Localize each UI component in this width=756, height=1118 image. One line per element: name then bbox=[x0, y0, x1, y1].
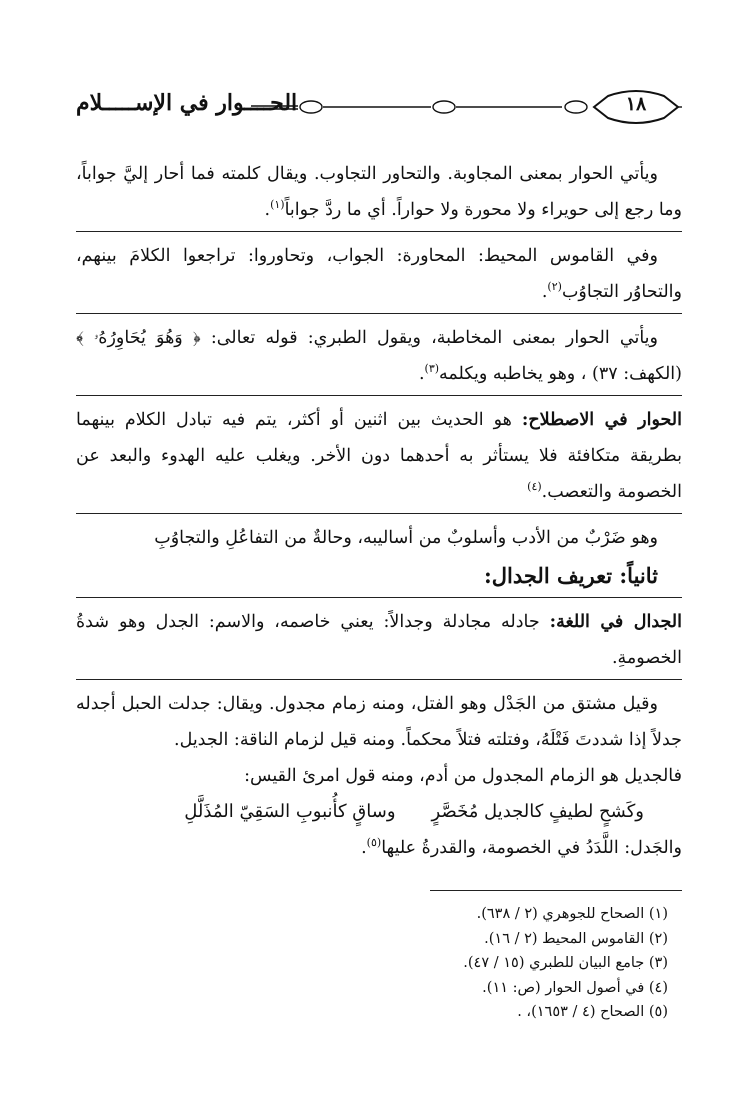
poetry-verse bbox=[76, 794, 644, 830]
paragraph-text: وفي القاموس المحيط: المحاورة: الجواب، وتحاوروا: تراجعوا الكلامَ بينهم، والتحاوُر التجاوُب bbox=[76, 246, 682, 302]
footnote-separator bbox=[430, 890, 682, 891]
paragraph: والجَدل: اللَّدَدُ في الخصومة، والقدرةُ عليها$^{(٥)}$. bbox=[361, 836, 682, 858]
paragraph: ويأتي الحوار بمعنى المخاطبة، ويقول الطبري: قوله تعالى: ﴿ وَهُوَ يُحَاوِرُهُۥ ﴾ (الكهف: ٣٧) ، وهو يخاطبه ويكلمه$^{(٣)}$. bbox=[76, 328, 682, 384]
footnote-ref: (٤) bbox=[527, 480, 542, 494]
paragraph-text: جادله مجادلة وجدالاً: يعني خاصمه، والاسم: الجدل وهو شدةُ الخصومةِ. bbox=[76, 612, 682, 668]
section-heading: ثانياً: تعريف الجدال: bbox=[484, 563, 658, 588]
page-number: ١٨ bbox=[625, 93, 647, 115]
divider bbox=[76, 679, 682, 680]
divider bbox=[76, 231, 682, 232]
paragraph-text: ويأتي الحوار بمعنى المجاوبة. والتحاور التجاوب. ويقال كلمته فما أحار إليَّ جواباً، وما رجع إلى حويراء ولا محورة ولا حواراً. أي ما ردَّ جواباً bbox=[76, 164, 682, 220]
term-heading: الجدال في اللغة: bbox=[549, 612, 683, 632]
paragraph: فالجديل هو الزمام المجدول من أدم، ومنه قول امرئ القيس: bbox=[244, 766, 682, 786]
paragraph: وفي القاموس المحيط: المحاورة: الجواب، وتحاوروا: تراجعوا الكلامَ بينهم، والتحاوُر التجاوُب$^{(٢)}$. bbox=[76, 246, 682, 302]
footnote-ref: (٥) bbox=[366, 836, 382, 850]
paragraph-text: (الكهف: ٣٧) ، وهو يخاطبه ويكلمه bbox=[439, 364, 682, 384]
paragraph-text: هو الحديث بين اثنين أو أكثر، يتم فيه تبادل الكلام بينهما بطريقة متكافئة فلا يستأثر به أحدهما دون الأخر. ويغلب عليه الهدوء والبعد عن الخصومة والتعصب. bbox=[76, 410, 682, 502]
verse-hemistich: وساقٍ كأُنبوبِ السَقِيّ المُذَلَّلِ bbox=[184, 801, 396, 822]
divider bbox=[76, 395, 682, 396]
footnote-ref: (٢) bbox=[547, 280, 562, 294]
footnote-ref: (١) bbox=[270, 198, 285, 212]
footnote: (٤) في أصول الحوار (ص: ١١). bbox=[482, 979, 668, 996]
main-text bbox=[76, 156, 682, 866]
paragraph bbox=[76, 402, 682, 510]
running-title: الحــــوار في الإســـــلام bbox=[76, 90, 298, 116]
paragraph-text: ويأتي الحوار بمعنى المخاطبة، ويقول الطبري: قوله تعالى: ﴿ وَهُوَ يُحَاوِرُهُۥ ﴾ bbox=[76, 328, 658, 348]
footnote: (٥) الصحاح (٤ / ١٦٥٣)، . bbox=[517, 1004, 668, 1020]
divider bbox=[76, 597, 682, 598]
footnotes bbox=[76, 902, 682, 1025]
verse-hemistich: وكَشحٍ لطيفٍ كالجديل مُخَصَّرٍ bbox=[431, 801, 644, 822]
footnote: (٢) القاموس المحيط (٢ / ١٦). bbox=[484, 930, 668, 947]
paragraph: وهو ضَرْبٌ من الأدب وأسلوبٌ من أساليبه، وحالةٌ من التفاعُلِ والتجاوُبِ bbox=[154, 528, 658, 548]
footnote-ref: (٣) bbox=[424, 362, 440, 376]
divider bbox=[76, 313, 682, 314]
footnote: (٣) جامع البيان للطبري (١٥ / ٤٧). bbox=[463, 955, 668, 971]
page-header bbox=[76, 84, 682, 128]
paragraph-text: والجَدل: اللَّدَدُ في الخصومة، والقدرةُ عليها bbox=[381, 838, 682, 858]
footnote: (١) الصحاح للجوهري (٢ / ٦٣٨). bbox=[476, 906, 668, 922]
divider bbox=[76, 513, 682, 514]
paragraph: وقيل مشتق من الجَدْل وهو الفتل، ومنه زمام مجدول. ويقال: جدلت الحبل أجدله جدلاً إذا شددتَ فَتْلَهُ، وفتلته فتلاً محكماً. ومنه قيل لزمام الناقة: الجديل. bbox=[76, 694, 682, 750]
term-heading: الحوار في الاصطلاح: bbox=[521, 410, 682, 430]
paragraph: ويأتي الحوار بمعنى المجاوبة. والتحاور التجاوب. ويقال كلمته فما أحار إليَّ جواباً، وما رجع إلى حويراء ولا محورة ولا حواراً. أي ما ردَّ جواباً$^{(١)}$. bbox=[76, 164, 682, 220]
paragraph bbox=[76, 604, 682, 676]
